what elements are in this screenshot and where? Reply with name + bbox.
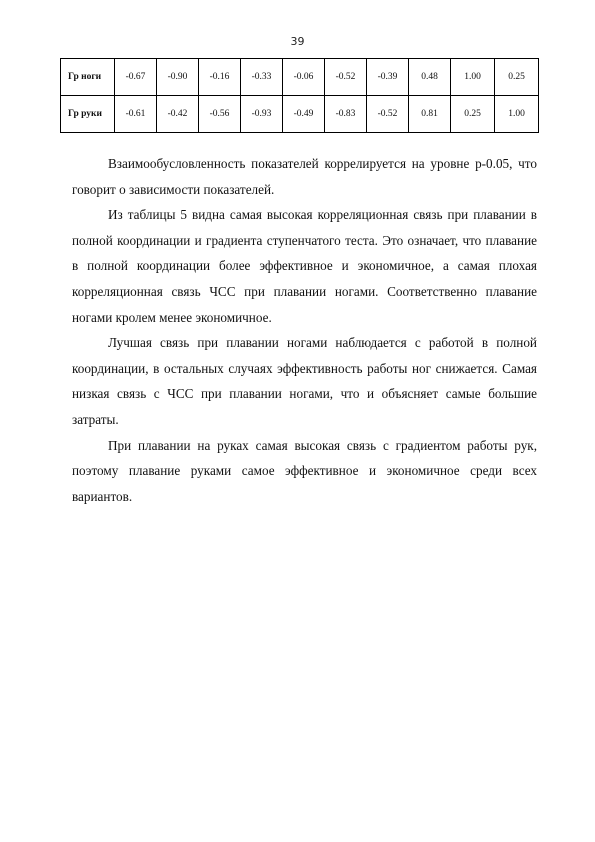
table-cell: -0.06: [283, 59, 325, 96]
table-cell: -0.42: [157, 96, 199, 133]
table-cell: -0.93: [241, 96, 283, 133]
table-cell: -0.61: [115, 96, 157, 133]
table-cell: -0.33: [241, 59, 283, 96]
table-cell: -0.67: [115, 59, 157, 96]
table-cell: 0.81: [409, 96, 451, 133]
table-cell: -0.49: [283, 96, 325, 133]
body-text: [72, 151, 537, 509]
row-label: Гр руки: [61, 96, 115, 133]
table-cell: 1.00: [451, 59, 495, 96]
table-cell: -0.83: [325, 96, 367, 133]
table-cell: -0.56: [199, 96, 241, 133]
table-row: [61, 96, 539, 133]
correlation-table: [60, 58, 539, 133]
page-number: 39: [290, 35, 305, 48]
paragraph: Лучшая связь при плавании ногами наблюдается с работой в полной координации, в остальных случаях эффективность работы ног снижается. Самая низкая связь с ЧСС при плавании ногами, что и объясняет самые большие затраты.: [72, 335, 537, 427]
table-cell: 0.48: [409, 59, 451, 96]
table-cell: -0.16: [199, 59, 241, 96]
table-cell: 1.00: [495, 96, 539, 133]
table-cell: 0.25: [495, 59, 539, 96]
paragraph: Взаимообусловленность показателей коррелируется на уровне р-0.05, что говорит о зависимости показателей.: [72, 156, 537, 197]
table-cell: -0.52: [325, 59, 367, 96]
table-cell: 0.25: [451, 96, 495, 133]
table-row: [61, 59, 539, 96]
table-cell: -0.90: [157, 59, 199, 96]
table-cell: -0.39: [367, 59, 409, 96]
table-cell: -0.52: [367, 96, 409, 133]
paragraph: При плавании на руках самая высокая связь с градиентом работы рук, поэтому плавание руками самое эффективное и экономичное среди всех вариантов.: [72, 437, 537, 504]
paragraph: Из таблицы 5 видна самая высокая корреляционная связь при плавании в полной координации и градиента ступенчатого теста. Это означает, что плавание в полной координации более эффективное и экономичное, а самая плохая корреляционная связь ЧСС при плавании ногами. Соответственно плавание ногами кролем менее экономичное.: [72, 207, 537, 325]
row-label: Гр ноги: [61, 59, 115, 96]
